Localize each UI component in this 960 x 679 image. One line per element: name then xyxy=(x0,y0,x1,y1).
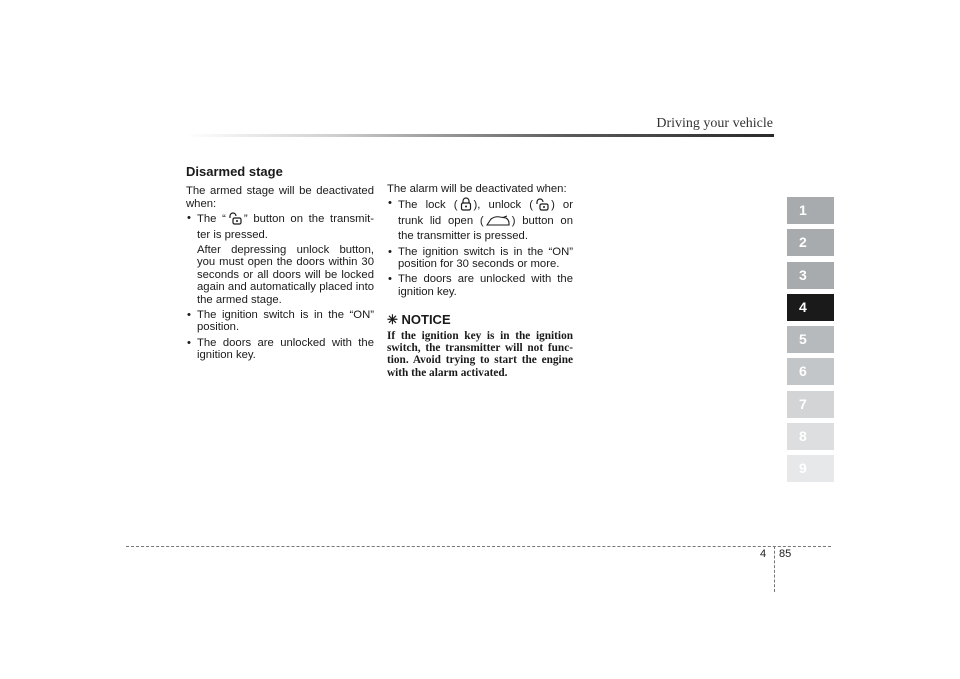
list-item: • The doors are unlocked with the ignition key. xyxy=(186,337,374,362)
chapter-tab-3[interactable]: 3 xyxy=(787,262,834,289)
left-bullet-list xyxy=(186,212,374,361)
chapter-tab-6[interactable]: 6 xyxy=(787,358,834,385)
notice-title: ✳ NOTICE xyxy=(387,312,451,328)
page-chapter-number: 4 xyxy=(760,548,767,560)
left-intro: The armed stage will be deactivated when: xyxy=(186,185,374,210)
chapter-tab-2[interactable]: 2 xyxy=(787,229,834,256)
unlock-icon xyxy=(228,212,242,228)
chapter-tab-4[interactable]: 4 xyxy=(787,294,834,321)
lock-icon xyxy=(460,197,472,214)
left-sub-paragraph: After depressing unlock button, you must open the doors within 30 seconds or all doors will be locked again and automatically placed into the armed stage. xyxy=(197,244,374,306)
page-number: 85 xyxy=(779,548,792,560)
right-bullet-list xyxy=(387,197,573,298)
left-column xyxy=(186,166,374,365)
chapter-tabs xyxy=(787,197,834,488)
chapter-tab-9[interactable]: 9 xyxy=(787,455,834,482)
list-item: • The lock ( ), unlock ( ) or trunk lid open ( ) button on the transmitter is pressed. xyxy=(387,197,573,242)
list-item: • The ignition switch is in the “ON” position. xyxy=(186,309,374,334)
running-header: Driving your vehicle xyxy=(656,116,773,131)
footer-rule xyxy=(126,546,831,547)
list-item: • The “ ” button on the transmit-ter is pressed. xyxy=(186,212,374,241)
right-column xyxy=(387,183,573,379)
chapter-tab-1[interactable]: 1 xyxy=(787,197,834,224)
list-item: • The ignition switch is in the “ON” position for 30 seconds or more. xyxy=(387,246,573,271)
right-intro: The alarm will be deactivated when: xyxy=(387,183,567,195)
chapter-tab-7[interactable]: 7 xyxy=(787,391,834,418)
header-rule xyxy=(186,134,774,137)
chapter-tab-5[interactable]: 5 xyxy=(787,326,834,353)
section-heading: Disarmed stage xyxy=(186,164,283,179)
trunk-icon xyxy=(486,215,510,230)
list-item: • The doors are unlocked with the ignition key. xyxy=(387,273,573,298)
footer-divider xyxy=(774,546,775,592)
notice-body: If the ignition key is in the ignition switch, the transmitter will not func-tion. Avoid trying to start the engine with the alarm activated. xyxy=(387,329,573,379)
chapter-tab-8[interactable]: 8 xyxy=(787,423,834,450)
unlock-icon xyxy=(535,198,549,214)
